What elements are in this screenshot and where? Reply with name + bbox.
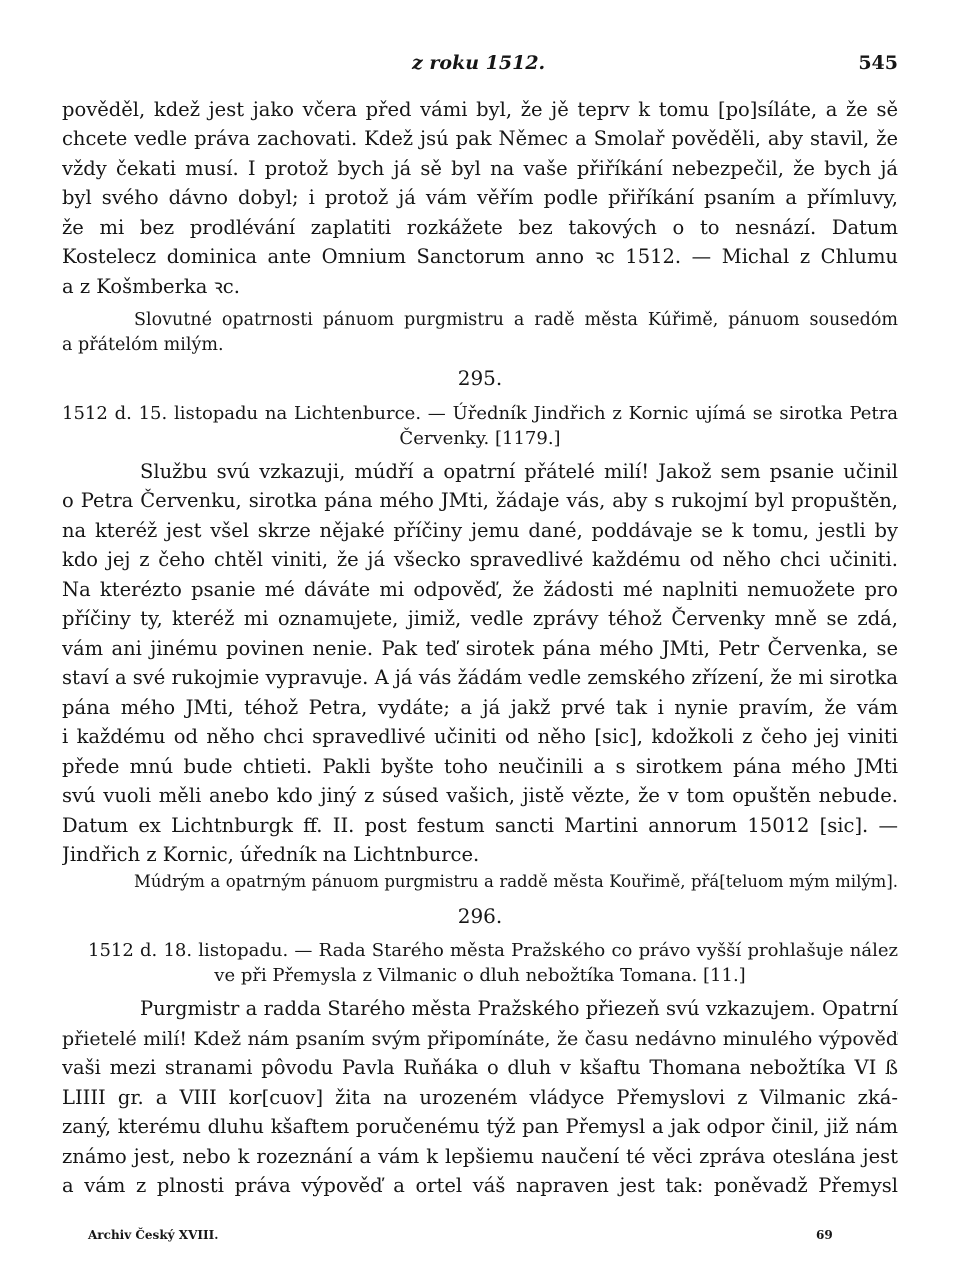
text-line: LIIII gr. a VIII kor[cuov] žita na urozeném vládyce Přemyslovi z Vilmanic zká-: [62, 1086, 898, 1109]
text-line: zaný, kterému dluhu kšaftem poručenému týž pan Přemysl a jak odpor činil, již nám: [62, 1115, 898, 1138]
text-line: na kteréž jest všel skrze nějaké příčiny jemu dané, poddávaje se k tomu, jestli by: [62, 519, 898, 542]
signature-mark: Archiv Český XVIII.: [88, 1228, 219, 1242]
text-line: Purgmistr a radda Starého města Pražského přiezeň svú vzkazujem. Opatrní: [140, 997, 898, 1020]
text-line: pána mého JMti, téhož Petra, vydáte; a já jakž prvé tak i nynie pravím, že vám: [62, 696, 898, 719]
page-number: 545: [858, 52, 898, 74]
text-line: Na kterézto psanie mé dáváte mi odpověď, že žádosti mé naplniti nemuožete pro: [62, 578, 898, 601]
text-line: byl svého dávno dobyl; i protož já vám věřím podle přiříkání psaním a přímluvy,: [62, 186, 898, 209]
text-line: známo jest, nebo k rozeznání a vám k lepšiemu naučení té věci zpráva oteslána jest: [62, 1145, 898, 1168]
page-footer: [0, 1228, 960, 1248]
running-title: z roku 1512.: [412, 52, 546, 74]
address-line: Múdrým a opatrným pánuom purgmistru a raddě města Kouřimě, přá[teluom mým milým].: [134, 872, 898, 891]
text-line: Kostelecz dominica ante Omnium Sanctorum anno ꝛc 1512. — Michal z Chlumu: [62, 245, 898, 268]
document-heading: Červenky. [1179.]: [399, 428, 561, 449]
text-line: chcete vedle práva zachovati. Kdež jsú pak Němec a Smolař pověděli, aby stavil, že: [62, 127, 898, 150]
text-line: kdo jej z čeho chtěl viniti, že já všecko spravedlivé každému od něho chci učiniti.: [62, 548, 898, 571]
text-line: staví a své rukojmie vypravuje. A já vás žádám vedle zemského zřízení, že mi sirotka: [62, 666, 898, 689]
text-line: a z Košmberka ꝛc.: [62, 275, 240, 298]
text-line: Jindřich z Kornic, úředník na Lichtnburce.: [62, 843, 480, 866]
document-heading: 1512 d. 15. listopadu na Lichtenburce. — Úředník Jindřich z Kornic ujímá se sirotka Petra: [62, 403, 898, 424]
document-heading: 1512 d. 18. listopadu. — Rada Starého města Pražského co právo vyšší prohlašuje nález: [88, 940, 898, 961]
text-line: Službu svú vzkazuji, múdří a opatrní přátelé milí! Jakož sem psanie učinil: [140, 460, 898, 483]
text-line: svú vuoli měli anebo kdo jiný z súsed vašich, jistě vězte, že v tom opuštěn nebude.: [62, 784, 898, 807]
document-heading: ve při Přemysla z Vilmanic o dluh nebožtíka Tomana. [11.]: [214, 965, 746, 986]
address-line: Slovutné opatrnosti pánuom purgmistru a radě města Kúřimě, pánuom sousedóm: [134, 310, 898, 330]
document-number: 295.: [457, 366, 503, 390]
address-line: a přátelóm milým.: [62, 335, 224, 355]
text-line: vaši mezi stranami pôvodu Pavla Ruňáka o dluh v kšaftu Thomana nebožtíka VI ß: [62, 1056, 898, 1079]
text-line: i každému od něho chci spravedlivé učiniti od něho [sic], kdožkoli z čeho jej viniti: [62, 725, 898, 748]
text-line: přede mnú bude chtieti. Pakli byšte toho neučinili a s sirotkem pána mého JMti: [62, 755, 898, 778]
text-line: vždy čekati musí. I protož bych já sě byl na vaše přiříkání nebezpečil, že bych já: [62, 157, 898, 180]
text-line: že mi bez prodlévání zaplatiti rozkážete bez takových o to nesnází. Datum: [62, 216, 898, 239]
sheet-number: 69: [816, 1228, 833, 1242]
document-number: 296.: [457, 904, 503, 928]
page-header: [0, 52, 960, 78]
text-line: Datum ex Lichtnburgk ff. II. post festum sancti Martini annorum 15012 [sic]. —: [62, 814, 898, 837]
text-line: přietelé milí! Kdež nám psaním svým připomínáte, že času nedávno minulého výpověď: [62, 1028, 898, 1050]
text-line: příčiny ty, kteréž mi oznamujete, jimiž, vedle zprávy téhož Červenky mně se zdá,: [62, 607, 898, 630]
text-line: vám ani jinému povinen nenie. Pak teď sirotek pána mého JMti, Petr Červenka, se: [62, 637, 898, 660]
text-line: pověděl, kdež jest jako včera před vámi byl, že jě teprv k tomu [po]síláte, a že sě: [62, 98, 898, 121]
text-line: o Petra Červenku, sirotka pána mého JMti, žádaje vás, aby s rukojmí byl propuštěn,: [62, 489, 898, 512]
text-line: a vám z plnosti práva výpověď a ortel váš napraven jest tak: poněvadž Přemysl: [62, 1174, 898, 1197]
